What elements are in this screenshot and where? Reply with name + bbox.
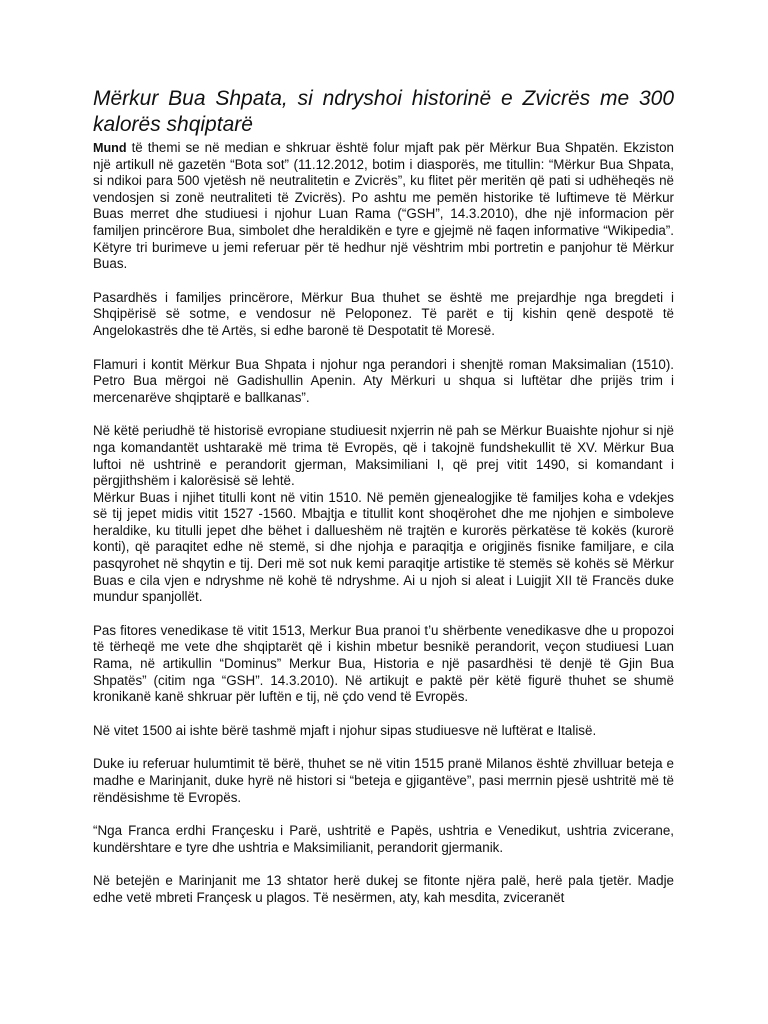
- paragraph-marignano: Duke iu referuar hulumtimit të bërë, thuhet se në vitin 1515 pranë Milanos është zhvilluar beteja e madhe e Marinjanit, duke hyrë në histori si “beteja e gjigantëve”, pasi merrnin pjesë ushtritë më të rëndësishme të Evropës.: [93, 756, 674, 805]
- paragraph-armies: “Nga Franca erdhi Françesku i Parë, ushtritë e Papës, ushtria e Venedikut, ushtria zvicerane, kundërshtare e tyre dhe ushtria e Maksimilianit, perandorit gjermanik.: [93, 823, 674, 855]
- lead-word: Mund: [93, 141, 127, 155]
- paragraph-battle: Në betejën e Marinjanit me 13 shtator herë dukej se fitonte njëra palë, herë pala tjetër. Madje edhe vetë mbreti Françesk u plagos. Të nesërmen, aty, kah mesdita, zviceranët: [93, 873, 674, 905]
- paragraph-european-period: Në këtë periudhë të historisë evropiane studiuesit nxjerrin në pah se Mërkur Buaishte njohur si një nga komandantët ushtarakë më trima të Evropës, që i takojnë fundshekullit të XV. Mërkur Bua luftoi në ushtrinë e perandorit gjerman, Maksimiliani I, që prej vitit 1490, si komandant i përgjithshëm i kalorësisë së lehtë.: [93, 423, 674, 489]
- document-page: [93, 86, 674, 924]
- paragraph-venetian-victory: Pas fitores venedikase të vitit 1513, Merkur Bua pranoi t’u shërbente venedikasve dhe u propozoi të tërheqë me vete dhe shqiptarët që i kishin mbetur besnikë perandorit, veçon studiuesi Luan Rama, në artikullin “Dominus” Merkur Bua, Historia e një pasardhësi të denjë të Gjin Bua Shpatës” (citim nga “GSH”. 14.3.2010). Në artikujt e paktë për këtë figurë thuhet se shumë kronikanë kanë shkruar për luftën e tij, në çdo vend të Evropës.: [93, 622, 674, 705]
- paragraph-origins: Pasardhës i familjes princërore, Mërkur Bua thuhet se është me prejardhje nga bregdeti i Shqipërisë së sotme, e vendosur në Peloponez. Të parët e tij kishin qenë despotë të Angelokastrës dhe të Artës, si edhe baronë të Despotatit të Moresë.: [93, 289, 674, 338]
- paragraph-flag: Flamuri i kontit Mërkur Bua Shpata i njohur nga perandori i shenjtë roman Maksimalian (1510). Petro Bua mërgoi në Gadishullin Apenin. Aty Mërkuri u shqua si luftëtar dhe prijës trim i mercenarëve shqiptarë e ballkanas”.: [93, 356, 674, 405]
- paragraph-intro: [93, 140, 674, 273]
- article-title: Mërkur Bua Shpata, si ndryshoi historinë e Zvicrës me 300 kalorës shqiptarë: [93, 87, 674, 136]
- paragraph-intro-text: të themi se në median e shkruar është folur mjaft pak për Mërkur Bua Shpatën. Ekziston një artikull në gazetën “Bota sot” (11.12.2012, botim i diasporës, me titullin: “Mërkur Bua Shpata, si ndikoi para 500 vjetësh në neutralitetin e Zvicrës”, ku flitet për meritën që pati si udhëheqës në vendosjen si zonë neutraliteti të Zvicrës). Po ashtu me pemën historike të luftimeve të Mërkur Buas merret dhe studiuesi i njohur Luan Rama (“GSH”, 14.3.2010), dhe një informacion për familjen princërore Bua, simbolet dhe heraldikën e tyre e gjejmë në faqen informative “Wikipedia”. Këtyre tri burimeve u jemi referuar për të hedhur një vështrim mbi portretin e panjohur të Mërkur Buas.: [93, 140, 674, 272]
- paragraph-1500s: Në vitet 1500 ai ishte bërë tashmë mjaft i njohur sipas studiuesve në luftërat e Italisë.: [93, 722, 597, 738]
- paragraph-count-title: Mërkur Buas i njihet titulli kont në vitin 1510. Në pemën gjenealogjike të familjes koha e vdekjes së tij jepet midis vitit 1527 -1560. Mbajtja e titullit kont shoqërohet dhe me njohjen e simboleve heraldike, ku titulli jepet dhe bëhet i dallueshëm në trajtën e kurorës përkatëse të kokës (kurorë konti), që paraqitet edhe në stemë, si dhe njohja e paraqitja e origjinës fisnike familjare, e cila pasqyrohet në shqytin e tij. Deri më sot nuk kemi paraqitje artistike të stemës së kohës së Mërkur Buas e cila vjen e ndryshme në kohë të ndryshme. Ai u njoh si aleat i Luigjit XII të Francës duke mundur spanjollët.: [93, 489, 674, 605]
